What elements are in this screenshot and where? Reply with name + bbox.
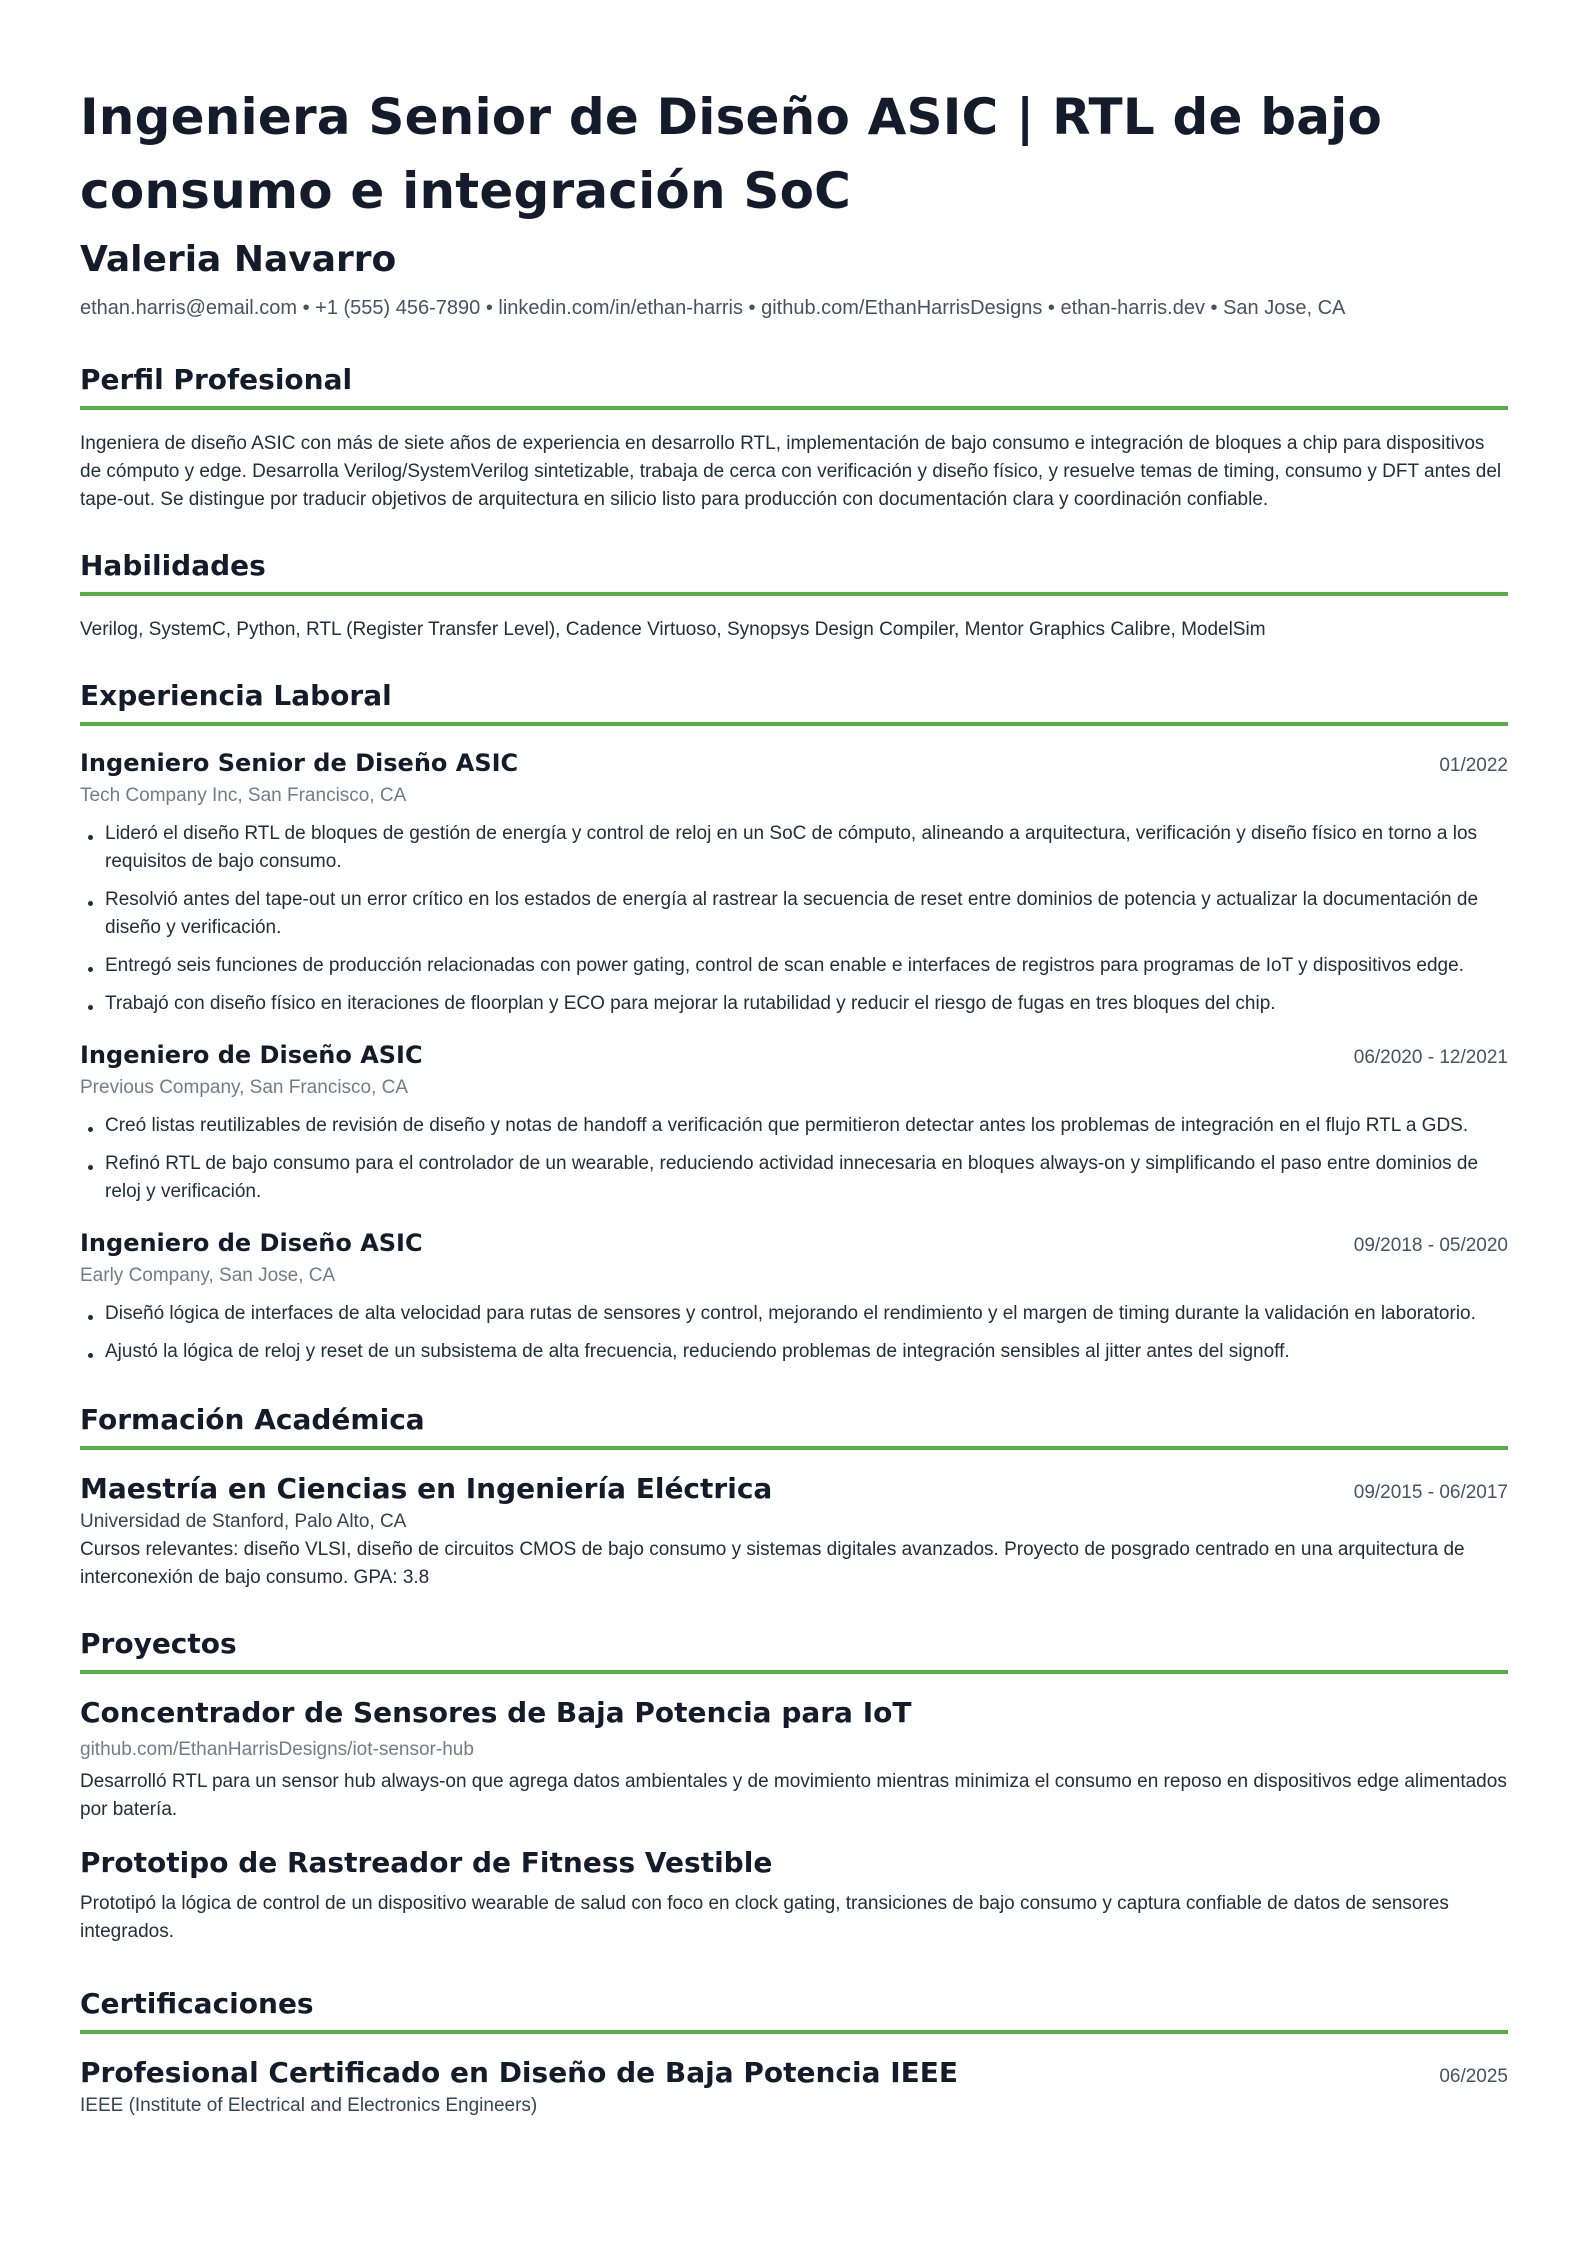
page-title: Ingeniera Senior de Diseño ASIC | RTL de bajo consumo e integración SoC (80, 88, 1383, 220)
job-title: Ingeniero de Diseño ASIC (80, 1041, 423, 1069)
certification-date: 06/2025 (1439, 2066, 1508, 2087)
job-bullet: Entregó seis funciones de producción relacionadas con power gating, control de scan enable e interfaces de registros para programas de IoT y dispositivos edge. (80, 952, 1508, 980)
job-bullet: Diseñó lógica de interfaces de alta velocidad para rutas de sensores y control, mejorando el rendimiento y el margen de timing durante la validación en laboratorio. (80, 1300, 1508, 1328)
certification-title: Profesional Certificado en Diseño de Baja Potencia IEEE (80, 2056, 959, 2089)
profile-text: Ingeniera de diseño ASIC con más de siete años de experiencia en desarrollo RTL, implementación de bajo consumo e integración de bloques a chip para dispositivos de cómputo y edge. Desarrolla Verilog/SystemVerilog sintetizable, trabaja de cerca con verificación y diseño físico, y resuelve temas de timing, consumo y DFT antes del tape-out. Se distingue por traducir objetivos de arquitectura en silicio listo para producción con documentación clara y coordinación confiable. (80, 433, 1502, 510)
project-description: Prototipó la lógica de control de un dispositivo wearable de salud con foco en clock gating, transiciones de bajo consumo y captura confiable de datos de sensores integrados. (80, 1893, 1449, 1942)
project-title: Concentrador de Sensores de Baja Potencia para IoT (80, 1696, 912, 1729)
education-date: 09/2015 - 06/2017 (1353, 1482, 1508, 1503)
experience-section (80, 678, 1508, 1366)
job-bullet: Resolvió antes del tape-out un error crítico en los estados de energía al rastrear la secuencia de reset entre dominios de potencia y actualizar la documentación de diseño y verificación. (80, 886, 1508, 942)
job-date: 01/2022 (1439, 755, 1508, 776)
job-bullets (80, 820, 1508, 1018)
profile-section (80, 362, 1508, 514)
certification-issuer: IEEE (Institute of Electrical and Electronics Engineers) (80, 2095, 538, 2116)
job-entry (80, 746, 1508, 1018)
job-bullet: Lideró el diseño RTL de bloques de gestión de energía y control de reloj en un SoC de cómputo, alineando a arquitectura, verificación y diseño físico en torno a los requisitos de bajo consumo. (80, 820, 1508, 876)
project-entry (80, 1844, 1508, 1946)
project-description: Desarrolló RTL para un sensor hub always-on que agrega datos ambientales y de movimiento mientras minimiza el consumo en reposo en dispositivos edge alimentados por batería. (80, 1771, 1507, 1820)
job-title: Ingeniero Senior de Diseño ASIC (80, 749, 519, 777)
section-heading-experience: Experiencia Laboral (80, 678, 1508, 726)
skills-section (80, 548, 1508, 644)
section-heading-education: Formación Académica (80, 1402, 1508, 1450)
education-institution: Universidad de Stanford, Palo Alto, CA (80, 1511, 407, 1532)
certifications-section (80, 1986, 1508, 2120)
job-company: Tech Company Inc, San Francisco, CA (80, 785, 407, 806)
job-bullet: Refinó RTL de bajo consumo para el controlador de un wearable, reduciendo actividad innecesaria en bloques always-on y simplificando el paso entre dominios de reloj y verificación. (80, 1150, 1508, 1206)
projects-section (80, 1626, 1508, 1946)
person-name: Valeria Navarro (80, 239, 397, 280)
job-entry (80, 1038, 1508, 1206)
job-bullet: Ajustó la lógica de reloj y reset de un subsistema de alta frecuencia, reduciendo problemas de integración sensibles al jitter antes del signoff. (80, 1338, 1508, 1366)
job-entry (80, 1226, 1508, 1366)
section-heading-profile: Perfil Profesional (80, 362, 1508, 410)
education-section (80, 1402, 1508, 1592)
section-heading-certifications: Certificaciones (80, 1986, 1508, 2034)
education-details: Cursos relevantes: diseño VLSI, diseño de circuitos CMOS de bajo consumo y sistemas digitales avanzados. Proyecto de posgrado centrado en una arquitectura de interconexión de bajo consumo. GPA: 3.8 (80, 1539, 1465, 1588)
project-entry (80, 1694, 1508, 1824)
job-bullet: Trabajó con diseño físico en iteraciones de floorplan y ECO para mejorar la rutabilidad y reducir el riesgo de fugas en tres bloques del chip. (80, 990, 1508, 1018)
job-company: Early Company, San Jose, CA (80, 1265, 336, 1286)
project-link[interactable]: github.com/EthanHarrisDesigns/iot-sensor-hub (80, 1739, 474, 1760)
section-heading-skills: Habilidades (80, 548, 1508, 596)
job-bullets (80, 1300, 1508, 1366)
job-company: Previous Company, San Francisco, CA (80, 1077, 409, 1098)
degree-title: Maestría en Ciencias en Ingeniería Eléctrica (80, 1472, 773, 1505)
project-title: Prototipo de Rastreador de Fitness Vestible (80, 1846, 773, 1879)
job-date: 06/2020 - 12/2021 (1353, 1047, 1508, 1068)
contact-line: ethan.harris@email.com • +1 (555) 456-7890 • linkedin.com/in/ethan-harris • github.com/EthanHarrisDesigns • ethan-harris.dev • San Jose, CA (80, 297, 1346, 319)
job-bullets (80, 1112, 1508, 1206)
skills-text: Verilog, SystemC, Python, RTL (Register Transfer Level), Cadence Virtuoso, Synopsys Design Compiler, Mentor Graphics Calibre, ModelSim (80, 619, 1266, 640)
section-heading-projects: Proyectos (80, 1626, 1508, 1674)
job-bullet: Creó listas reutilizables de revisión de diseño y notas de handoff a verificación que permitieron detectar antes los problemas de integración en el flujo RTL a GDS. (80, 1112, 1508, 1140)
job-title: Ingeniero de Diseño ASIC (80, 1229, 423, 1257)
job-date: 09/2018 - 05/2020 (1353, 1235, 1508, 1256)
